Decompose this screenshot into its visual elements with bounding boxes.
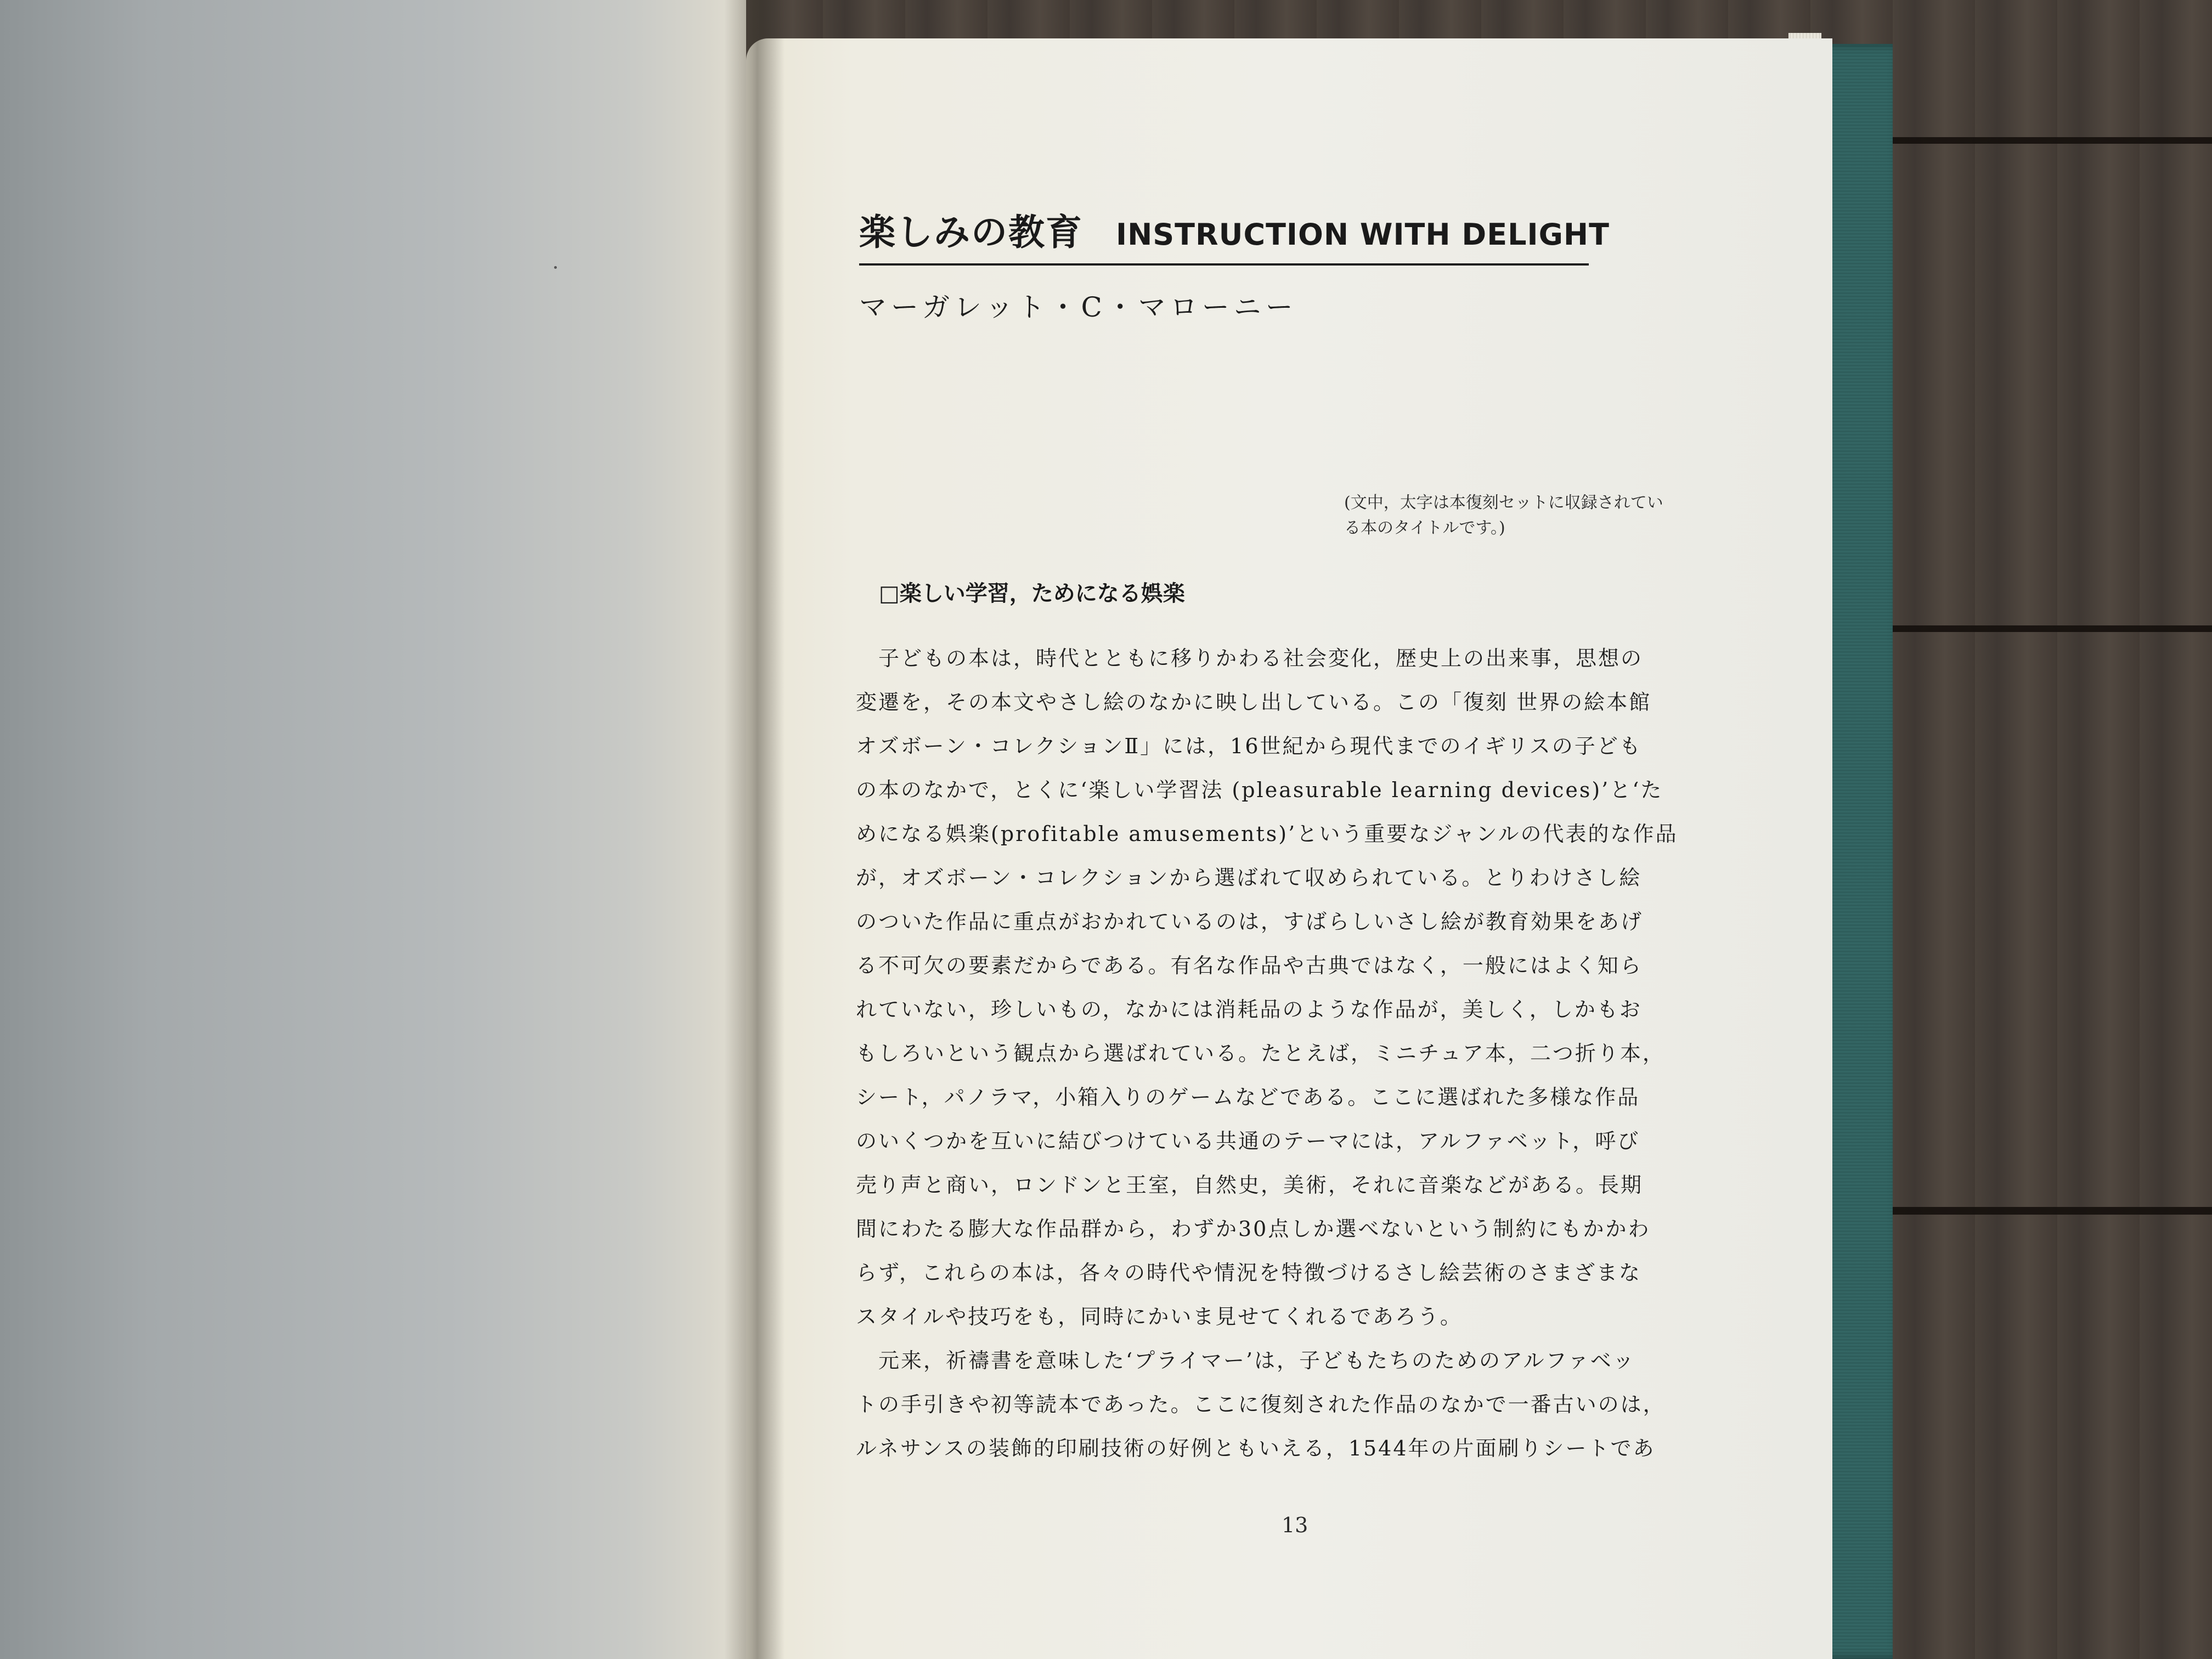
paper-speck [554, 266, 557, 269]
body-line: 変遷を，その本文やさし絵のなかに映し出している。この「復刻 世界の絵本館 [856, 690, 1652, 714]
author-name: マーガレット・C・マローニー [859, 291, 1297, 323]
body-line: ルネサンスの装飾的印刷技術の好例ともいえる，1544年の片面刷りシートであ [856, 1436, 1656, 1460]
body-line: らず，これらの本は，各々の時代や情況を特徴づけるさし絵芸術のさまざまな [856, 1261, 1641, 1285]
chapter-title-japanese: 楽しみの教育 [859, 211, 1083, 253]
body-text [856, 636, 1756, 1470]
body-line: る不可欠の要素だからである。有名な作品や古典ではなく，一般にはよく知ら [856, 953, 1643, 978]
body-line: のついた作品に重点がおかれているのは，すばらしいさし絵が教育効果をあげ [856, 910, 1644, 934]
left-page [0, 0, 746, 1659]
body-line: が，オズボーン・コレクションから選ばれて収められている。とりわけさし絵 [856, 866, 1642, 890]
book-gutter [724, 0, 785, 1659]
body-line: れていない，珍しいもの，なかには消耗品のような作品が，美しく，しかもお [856, 997, 1642, 1022]
body-line: 元来，祈禱書を意味した‘プライマー’は，子どもたちのためのアルファベッ [856, 1348, 1635, 1373]
note-line: る本のタイトルです。) [1344, 518, 1505, 538]
body-line: 子どもの本は，時代とともに移りかわる社会変化，歴史上の出来事，思想の [856, 646, 1644, 670]
body-line: 間にわたる膨大な作品群から，わずか30点しか選べないという制約にもかかわ [856, 1217, 1651, 1241]
body-line: トの手引きや初等読本であった。ここに復刻された作品のなかで一番古いのは， [856, 1392, 1666, 1417]
body-line: もしろいという観点から選ばれている。たとえば，ミニチュア本，二つ折り本， [856, 1041, 1665, 1065]
chapter-title-english: INSTRUCTION WITH DELIGHT [1116, 217, 1610, 252]
body-line: オズボーン・コレクションⅡ」には，16世紀から現代までのイギリスの子ども [856, 734, 1642, 758]
body-line: めになる娯楽(profitable amusements)’という重要なジャンルの代表的な作品 [856, 822, 1678, 846]
chapter-title [859, 203, 1610, 266]
body-line: 売り声と商い，ロンドンと王室，自然史，美術，それに音楽などがある。長期 [856, 1173, 1644, 1197]
body-line: スタイルや技巧をも，同時にかいま見せてくれるであろう。 [856, 1305, 1463, 1329]
page-number: 13 [1282, 1513, 1308, 1537]
section-heading: □楽しい学習，ためになる娯楽 [879, 581, 1185, 606]
body-line: の本のなかで，とくに‘楽しい学習法 (pleasurable learning devices)’と‘た [856, 778, 1663, 802]
editorial-note [1344, 490, 1728, 541]
note-line: (文中，太字は本復刻セットに収録されてい [1344, 493, 1663, 512]
body-line: のいくつかを互いに結びつけている共通のテーマには，アルファベット，呼び [856, 1129, 1640, 1153]
body-line: シート，パノラマ，小箱入りのゲームなどである。ここに選ばれた多様な作品 [856, 1085, 1640, 1109]
